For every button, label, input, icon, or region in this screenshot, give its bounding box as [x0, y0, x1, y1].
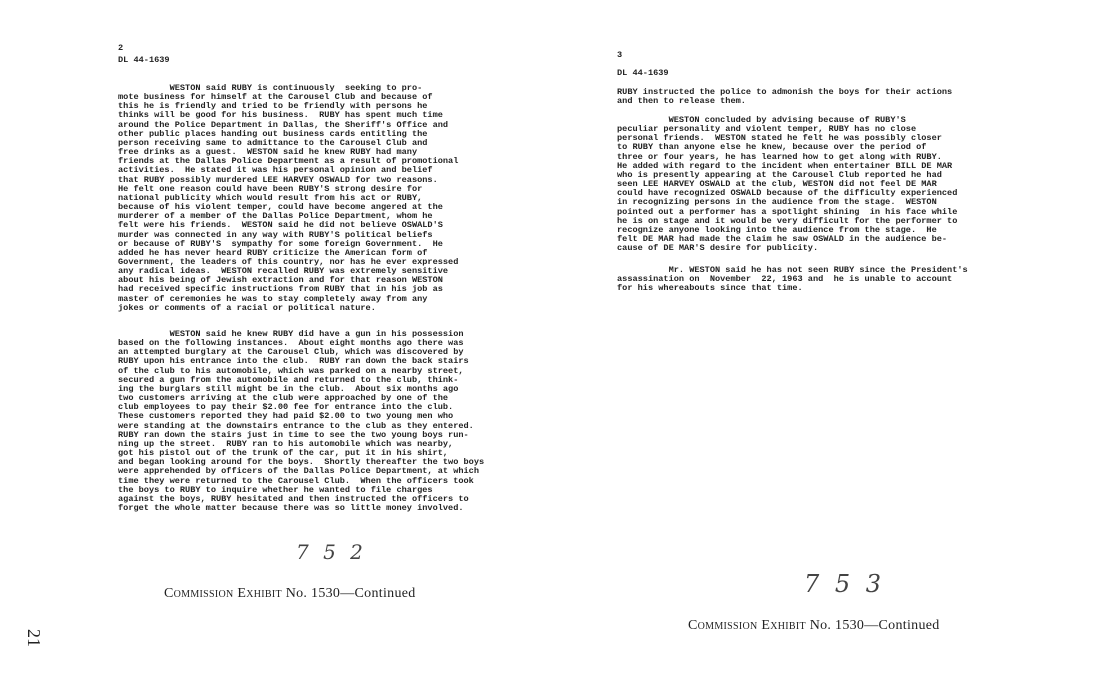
text-line: WESTON said RUBY is continuously seeking to pro-	[118, 83, 423, 93]
left-caption-suffix: No. 1530—Continued	[285, 586, 416, 601]
text-line: WESTON concluded by advising because of RUBY'S	[617, 115, 906, 125]
text-line: free drinks as a guest. WESTON said he knew RUBY had many	[118, 147, 418, 158]
text-line: seen LEE HARVEY OSWALD at the club, WESTON did not feel DE MAR	[617, 179, 937, 190]
text-line: had received specific instructions from RUBY that in his job as	[118, 284, 443, 295]
text-line: he is on stage and it would be very difficult for the performer to	[617, 215, 958, 226]
text-line: WESTON said he knew RUBY did have a gun in his possession	[118, 329, 464, 339]
text-line: around the Police Department in Dallas, the Sheriff's Office and	[118, 119, 449, 130]
text-line: and then to release them.	[617, 96, 746, 107]
right-paragraph-1	[617, 88, 952, 106]
text-line: got his pistol out of the trunk of the car, put it in his shirt,	[118, 448, 449, 459]
text-line: friends at the Dallas Police Department as a result of promotional	[118, 156, 459, 167]
text-line: These customers reported they had paid $2.00 to two young men who	[118, 411, 454, 422]
left-paragraph-2	[118, 330, 484, 513]
text-line: that RUBY possibly murdered LEE HARVEY OSWALD for two reasons.	[118, 174, 438, 185]
text-line: added he has never heard RUBY criticize the American form of	[118, 247, 428, 258]
text-line: to RUBY than anyone else he knew, because over the period of	[617, 142, 927, 153]
text-line: three or four years, he has learned how to get along with RUBY.	[617, 151, 942, 162]
text-line: recognize anyone looking into the audience from the stage. He	[617, 224, 937, 235]
text-line: forget the whole matter because there was so little money involved.	[118, 502, 464, 513]
text-line: He felt one reason could have been RUBY'S strong desire for	[118, 183, 423, 194]
right-file-number: DL 44-1639	[617, 68, 669, 78]
text-line: Government, the leaders of this country, nor has he ever expressed	[118, 256, 459, 267]
text-line: club employees to pay their $2.00 fee for entrance into the club.	[118, 402, 454, 413]
text-line: cause of DE MAR'S desire for publicity.	[617, 243, 819, 254]
left-handwritten-note: 7 5 2	[296, 540, 367, 564]
text-line: other public places handing out business cards entitling the	[118, 128, 428, 139]
text-line: secured a gun from the automobile and returned to the club, think-	[118, 374, 459, 385]
text-line: the boys to RUBY to inquire whether he wanted to file charges	[118, 484, 433, 495]
right-page-number: 3	[617, 50, 623, 60]
text-line: RUBY upon his entrance into the club. RUBY ran down the back stairs	[118, 356, 469, 367]
right-exhibit-caption	[688, 618, 940, 634]
right-paragraph-3	[617, 266, 968, 293]
text-line: based on the following instances. About eight months ago there was	[118, 338, 464, 349]
text-line: and began looking around for the boys. Shortly thereafter the two boys	[118, 457, 485, 468]
text-line: for his whereabouts since that time.	[617, 283, 803, 294]
text-line: murder was connected in any way with RUBY'S political beliefs	[118, 229, 433, 240]
text-line: ning up the street. RUBY ran to his automobile which was nearby,	[118, 438, 454, 449]
text-line: Mr. WESTON said he has not seen RUBY since the President's	[617, 265, 968, 275]
text-line: an attempted burglary at the Carousel Club, which was discovered by	[118, 347, 464, 358]
text-line: pointed out a performer has a spotlight shining in his face while	[617, 206, 958, 217]
left-page-number: 2	[118, 43, 124, 53]
text-line: in recognizing persons in the audience from the stage. WESTON	[617, 197, 937, 208]
left-file-number: DL 44-1639	[118, 55, 170, 65]
text-line: were apprehended by officers of the Dallas Police Department, at which	[118, 466, 479, 477]
text-line: time they were returned to the Carousel Club. When the officers took	[118, 475, 474, 486]
left-caption-prefix: Commission Exhibit	[164, 586, 282, 601]
right-caption-prefix: Commission Exhibit	[688, 618, 806, 633]
text-line: could have recognized OSWALD because of the difficulty experienced	[617, 188, 958, 199]
text-line: peculiar personality and violent temper, RUBY has no close	[617, 124, 917, 135]
right-caption-suffix: No. 1530—Continued	[809, 618, 940, 633]
text-line: He added with regard to the incident when entertainer BILL DE MAR	[617, 160, 953, 171]
right-paragraph-2	[617, 116, 957, 253]
text-line: mote business for himself at the Carousel Club and because of	[118, 92, 433, 103]
text-line: activities. He stated it was his personal opinion and belief	[118, 165, 433, 176]
text-line: because of his violent temper, could have become angered at the	[118, 202, 443, 213]
text-line: two customers arriving at the club were approached by one of the	[118, 393, 449, 404]
text-line: felt DE MAR had made the claim he saw OSWALD in the audience be-	[617, 234, 948, 245]
text-line: any radical ideas. WESTON recalled RUBY was extremely sensitive	[118, 266, 449, 277]
left-paragraph-1	[118, 84, 458, 313]
text-line: or because of RUBY'S sympathy for some foreign Government. He	[118, 238, 443, 249]
text-line: about his being of Jewish extraction and for that reason WESTON	[118, 275, 443, 286]
text-line: were standing at the downstairs entrance to the club as they entered.	[118, 420, 474, 431]
text-line: this he is friendly and tried to be friendly with persons he	[118, 101, 428, 112]
text-line: jokes or comments of a racial or political nature.	[118, 302, 376, 313]
text-line: master of ceremonies he was to stay completely away from any	[118, 293, 428, 304]
text-line: ing the burglars still might be in the club. About six months ago	[118, 383, 459, 394]
left-exhibit-caption	[164, 586, 416, 602]
text-line: against the boys, RUBY hesitated and then instructed the officers to	[118, 493, 469, 504]
text-line: assassination on November 22, 1963 and he is unable to account	[617, 274, 953, 285]
text-line: murderer of a member of the Dallas Police Department, whom he	[118, 211, 433, 222]
text-line: person receiving same to admittance to the Carousel Club and	[118, 137, 428, 148]
text-line: RUBY instructed the police to admonish the boys for their actions	[617, 87, 953, 97]
volume-page-number: 21	[24, 629, 44, 647]
text-line: who is presently appearing at the Carousel Club reported he had	[617, 169, 942, 180]
text-line: felt were his friends. WESTON said he did not believe OSWALD'S	[118, 220, 443, 231]
text-line: personal friends. WESTON stated he felt he was possibly closer	[617, 133, 942, 144]
right-handwritten-note: 7 5 3	[804, 570, 886, 598]
text-line: of the club to his automobile, which was parked on a nearby street,	[118, 365, 464, 376]
text-line: RUBY ran down the stairs just in time to see the two young boys run-	[118, 429, 469, 440]
text-line: national publicity which would result from his act or RUBY,	[118, 192, 423, 203]
text-line: thinks will be good for his business. RUBY has spent much time	[118, 110, 443, 121]
